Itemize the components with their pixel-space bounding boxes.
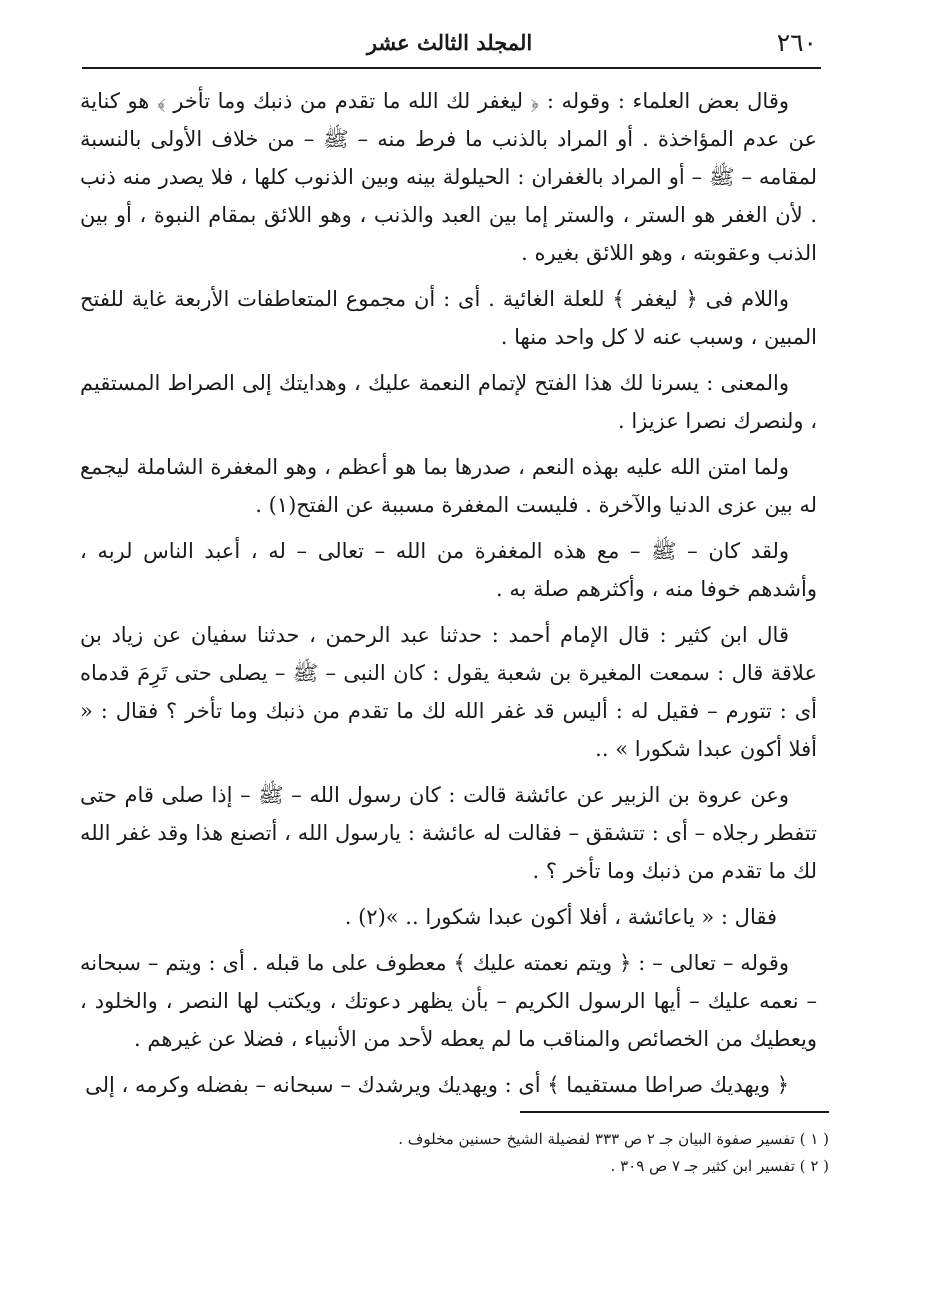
footnote: ( ١ ) تفسير صفوة البيان جـ ٢ ص ٣٣٣ لفضيلة الشيخ حسنين مخلوف . xyxy=(398,1130,829,1148)
paragraph: والمعنى : يسرنا لك هذا الفتح لإتمام النعمة عليك ، وهدايتك إلى الصراط المستقيم ، ولنصرك نصرا عزيزا . xyxy=(80,371,817,433)
header-divider xyxy=(82,67,821,69)
page-header xyxy=(82,28,817,62)
footnote: ( ٢ ) تفسير ابن كثير جـ ٧ ص ٣٠٩ . xyxy=(610,1157,829,1175)
main-text xyxy=(80,82,817,1112)
paragraph: ﴿ ويهديك صراطا مستقيما ﴾ أى : ويهديك ويرشدك – سبحانه – بفضله وكرمه ، إلى xyxy=(85,1073,789,1097)
volume-title: المجلد الثالث عشر xyxy=(366,30,533,55)
paragraph: ولما امتن الله عليه بهذه النعم ، صدرها بما هو أعظم ، وهو المغفرة الشاملة ليجمع له بين عزى الدنيا والآخرة . فليست المغفرة مسببة عن الفتح(١) . xyxy=(80,455,817,517)
footnote-divider xyxy=(520,1111,829,1113)
page-number: ٢٦٠ xyxy=(776,28,817,57)
paragraph: ولقد كان – ﷺ – مع هذه المغفرة من الله – تعالى – له ، أعبد الناس لربه ، وأشدهم خوفا منه ، وأكثرهم صلة به . xyxy=(80,539,817,601)
paragraph: فقال : « ياعائشة ، أفلا أكون عبدا شكورا .. »(٢) . xyxy=(344,905,777,929)
footnotes xyxy=(200,1126,829,1180)
paragraph: وعن عروة بن الزبير عن عائشة قالت : كان رسول الله – ﷺ – إذا صلى قام حتى تتفطر رجلاه – أى : تتشقق – فقالت له عائشة : يارسول الله ، أتصنع هذا وقد غفر الله لك ما تقدم من ذنبك وما تأخر ؟ . xyxy=(80,783,817,883)
paragraph: وقال بعض العلماء : وقوله : ﴿ ليغفر لك الله ما تقدم من ذنبك وما تأخر ﴾ هو كناية عن عدم المؤاخذة . أو المراد بالذنب ما فرط منه – ﷺ – من خلاف الأولى بالنسبة لمقامه – ﷺ – أو المراد بالغفران : الحيلولة بينه وبين الذنوب كلها ، فلا يصدر منه ذنب . لأن الغفر هو الستر ، والستر إما بين العبد والذنب ، وهو اللائق بمقام النبوة ، أو بين الذنب وعقوبته ، وهو اللائق بغيره . xyxy=(80,89,817,265)
paragraph: وقوله – تعالى – : ﴿ ويتم نعمته عليك ﴾ معطوف على ما قبله . أى : ويتم – سبحانه – نعمه عليك – أيها الرسول الكريم – بأن يظهر دعوتك ، ويكتب لها النصر ، والخلود ، ويعطيك من الخصائص والمناقب ما لم يعطه لأحد من الأنبياء ، فضلا عن غيرهم . xyxy=(80,951,817,1051)
paragraph: قال ابن كثير : قال الإمام أحمد : حدثنا عبد الرحمن ، حدثنا سفيان عن زياد بن علاقة قال : سمعت المغيرة بن شعبة يقول : كان النبى – ﷺ – يصلى حتى تَرِمَ قدماه أى : تتورم – فقيل له : أليس قد غفر الله لك ما تقدم من ذنبك وما تأخر ؟ فقال : « أفلا أكون عبدا شكورا » .. xyxy=(80,623,817,761)
paragraph: واللام فى ﴿ ليغفر ﴾ للعلة الغائية . أى : أن مجموع المتعاطفات الأربعة غاية للفتح المبين ، وسبب عنه لا كل واحد منها . xyxy=(80,287,817,349)
